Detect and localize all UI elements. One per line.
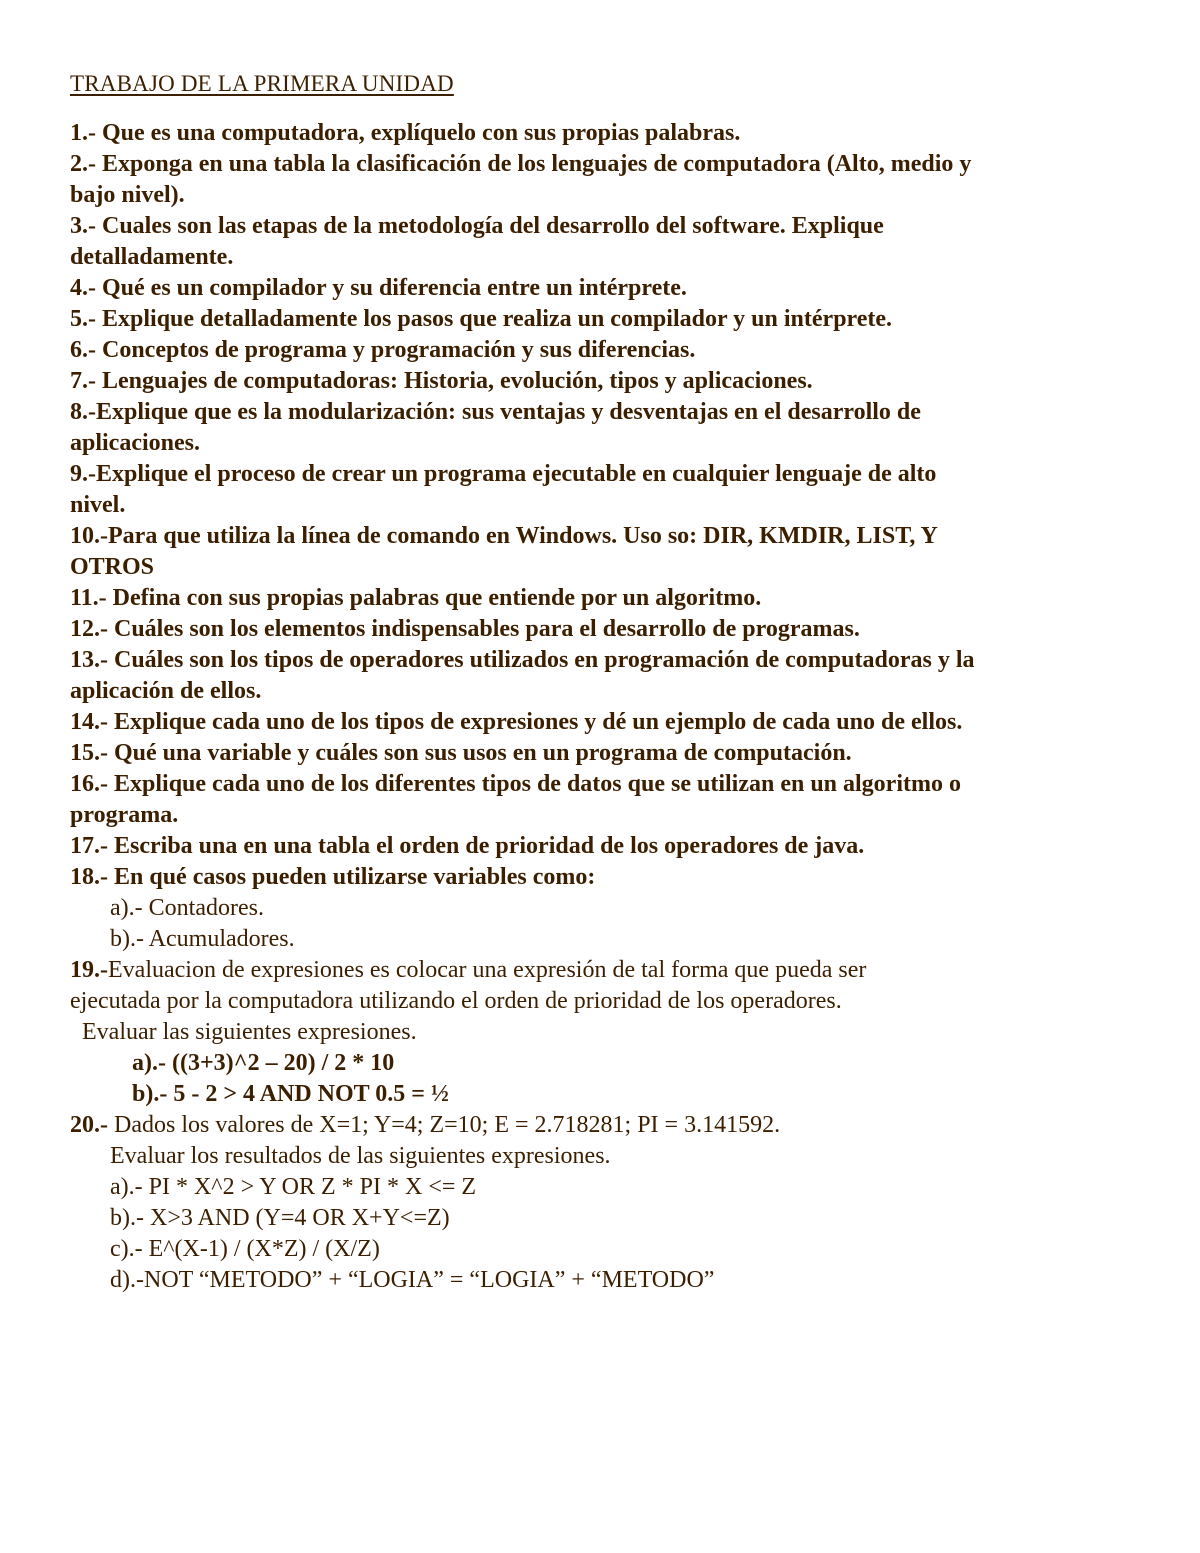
q20-text: Dados los valores de X=1; Y=4; Z=10; E = 2.718281; PI = 3.141592. <box>108 1112 781 1138</box>
question-text: Explique que es la modularización: sus ventajas y desventajas en el desarrollo de <box>96 399 921 425</box>
q19-number: 19.- <box>70 957 108 983</box>
question-line <box>70 707 1160 738</box>
question-text: Para que utiliza la línea de comando en Windows. Uso so: DIR, KMDIR, LIST, Y <box>108 523 938 549</box>
question-line <box>70 738 1160 769</box>
question-text: bajo nivel). <box>70 182 185 208</box>
question-line <box>70 118 1160 149</box>
question-text: Explique el proceso de crear un programa ejecutable en cualquier lenguaje de alto <box>96 461 937 487</box>
question-line <box>70 490 1160 521</box>
question-number: 11.- <box>70 585 107 611</box>
question-text: Lenguajes de computadoras: Historia, evolución, tipos y aplicaciones. <box>96 368 813 394</box>
question-line <box>70 862 1160 893</box>
question-text: Defina con sus propias palabras que entiende por un algoritmo. <box>106 585 762 611</box>
q19-line1 <box>70 955 1160 986</box>
question-number: 4.- <box>70 275 96 301</box>
question-text: Qué es un compilador y su diferencia entre un intérprete. <box>96 275 687 301</box>
question-text: Cuáles son los tipos de operadores utilizados en programación de computadoras y la <box>108 647 975 673</box>
question-line <box>70 180 1160 211</box>
question-text: Exponga en una tabla la clasificación de los lenguajes de computadora (Alto, medio y <box>96 151 972 177</box>
question-number: 18.- <box>70 864 108 890</box>
question-line <box>70 521 1160 552</box>
question-number: 13.- <box>70 647 108 673</box>
question-number: 16.- <box>70 771 108 797</box>
q20-number: 20.- <box>70 1112 108 1138</box>
question-line <box>70 614 1160 645</box>
question-number: 1.- <box>70 120 96 146</box>
q18-sub-a: a).- Contadores. <box>110 895 264 921</box>
question-text: Explique detalladamente los pasos que realiza un compilador y un intérprete. <box>96 306 893 332</box>
q19-expression-a: a).- ((3+3)^2 – 20) / 2 * 10 <box>132 1050 395 1076</box>
question-number: 6.- <box>70 337 96 363</box>
question-line <box>70 583 1160 614</box>
question-text: Explique cada uno de los tipos de expresiones y dé un ejemplo de cada uno de ellos. <box>108 709 963 735</box>
question-text: Cuáles son los elementos indispensables para el desarrollo de programas. <box>108 616 860 642</box>
q19-line2: ejecutada por la computadora utilizando el orden de prioridad de los operadores. <box>70 988 842 1014</box>
question-line <box>70 149 1160 180</box>
question-line <box>70 211 1160 242</box>
question-text: OTROS <box>70 554 155 580</box>
document-page <box>70 68 1160 1296</box>
question-number: 12.- <box>70 616 108 642</box>
q20-expression-d: d).-NOT “METODO” + “LOGIA” = “LOGIA” + “METODO” <box>110 1267 715 1293</box>
q20-expression-a: a).- PI * X^2 > Y OR Z * PI * X <= Z <box>110 1174 477 1200</box>
question-list <box>70 118 1160 893</box>
q19-expression-b: b).- 5 - 2 > 4 AND NOT 0.5 = ½ <box>132 1081 449 1107</box>
question-text: detalladamente. <box>70 244 234 270</box>
question-number: 7.- <box>70 368 96 394</box>
question-line <box>70 366 1160 397</box>
q20-expression-c: c).- E^(X-1) / (X*Z) / (X/Z) <box>110 1236 380 1262</box>
document-title: TRABAJO DE LA PRIMERA UNIDAD <box>70 71 454 96</box>
question-number: 10.- <box>70 523 108 549</box>
question-number: 14.- <box>70 709 108 735</box>
question-text: aplicaciones. <box>70 430 200 456</box>
question-number: 2.- <box>70 151 96 177</box>
question-text: Explique cada uno de los diferentes tipos de datos que se utilizan en un algoritmo o <box>108 771 961 797</box>
q19-text: Evaluacion de expresiones es colocar una expresión de tal forma que pueda ser <box>108 957 867 983</box>
question-text: En qué casos pueden utilizarse variables como: <box>108 864 596 890</box>
question-text: aplicación de ellos. <box>70 678 262 704</box>
question-line <box>70 428 1160 459</box>
question-number: 17.- <box>70 833 108 859</box>
question-line <box>70 676 1160 707</box>
question-text: Cuales son las etapas de la metodología del desarrollo del software. Explique <box>96 213 884 239</box>
question-line <box>70 397 1160 428</box>
question-text: programa. <box>70 802 179 828</box>
q20-line2: Evaluar los resultados de las siguientes expresiones. <box>110 1143 611 1169</box>
question-number: 9.- <box>70 461 96 487</box>
question-line <box>70 335 1160 366</box>
question-line <box>70 800 1160 831</box>
question-text: Qué una variable y cuáles son sus usos en un programa de computación. <box>108 740 852 766</box>
question-number: 3.- <box>70 213 96 239</box>
question-line <box>70 273 1160 304</box>
question-number: 15.- <box>70 740 108 766</box>
q18-sub-b: b).- Acumuladores. <box>110 926 295 952</box>
q20-expression-b: b).- X>3 AND (Y=4 OR X+Y<=Z) <box>110 1205 450 1231</box>
question-line <box>70 459 1160 490</box>
question-number: 5.- <box>70 306 96 332</box>
question-text: Escriba una en una tabla el orden de prioridad de los operadores de java. <box>108 833 865 859</box>
question-number: 8.- <box>70 399 96 425</box>
question-line <box>70 242 1160 273</box>
question-line <box>70 831 1160 862</box>
q19-line3: Evaluar las siguientes expresiones. <box>82 1019 417 1045</box>
question-text: nivel. <box>70 492 126 518</box>
question-line <box>70 769 1160 800</box>
question-text: Que es una computadora, explíquelo con sus propias palabras. <box>96 120 741 146</box>
question-line <box>70 552 1160 583</box>
question-text: Conceptos de programa y programación y sus diferencias. <box>96 337 696 363</box>
question-line <box>70 645 1160 676</box>
question-line <box>70 304 1160 335</box>
q20-line1 <box>70 1110 1160 1141</box>
